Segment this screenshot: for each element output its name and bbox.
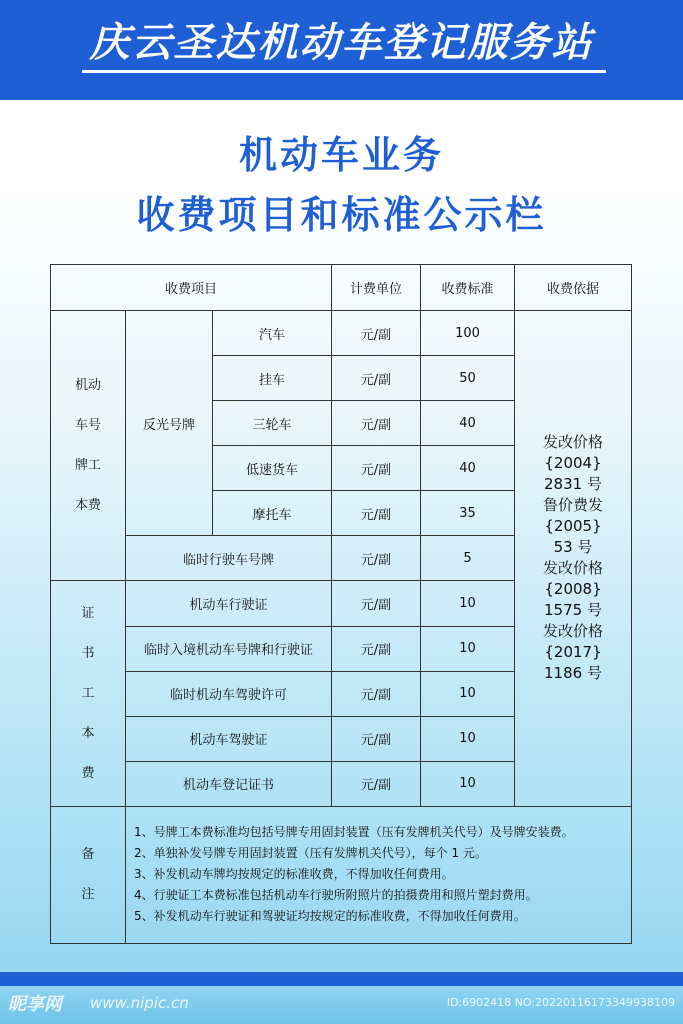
site-title: 庆云圣达机动车登记服务站	[89, 20, 594, 66]
footer-band	[0, 972, 683, 986]
item-cell: 三轮车	[213, 401, 332, 446]
title-underline	[82, 70, 606, 73]
unit-cell: 元/副	[332, 716, 421, 761]
fee-cell: 10	[421, 626, 515, 671]
table-header-row	[51, 265, 632, 311]
header-basis: 收费依据	[515, 265, 632, 311]
watermark-id: ID:6902418 NO:20220116173349938109	[446, 996, 675, 1009]
item-cell: 挂车	[213, 356, 332, 401]
item-cell: 摩托车	[213, 491, 332, 536]
unit-cell: 元/副	[332, 356, 421, 401]
item-cell: 临时行驶车号牌	[126, 536, 332, 581]
unit-cell: 元/副	[332, 446, 421, 491]
fee-cell: 35	[421, 491, 515, 536]
unit-cell: 元/副	[332, 401, 421, 446]
unit-cell: 元/副	[332, 581, 421, 626]
fee-cell: 10	[421, 581, 515, 626]
fee-cell: 50	[421, 356, 515, 401]
watermark-brand: 昵享网	[8, 994, 62, 1015]
unit-cell: 元/副	[332, 671, 421, 716]
unit-cell: 元/副	[332, 761, 421, 806]
fee-cell: 5	[421, 536, 515, 581]
notes-content	[126, 806, 632, 943]
note-line: 2、单独补发号牌专用固封装置（压有发牌机关代号），每个 1 元。	[134, 846, 487, 861]
unit-cell: 元/副	[332, 311, 421, 356]
item-cell: 机动车驾驶证	[126, 716, 332, 761]
item-cell: 机动车行驶证	[126, 581, 332, 626]
header-standard: 收费标准	[421, 265, 515, 311]
fee-cell: 40	[421, 401, 515, 446]
notes-row	[51, 806, 632, 943]
fee-cell: 40	[421, 446, 515, 491]
note-line: 3、补发机动车牌均按规定的标准收费，不得加收任何费用。	[134, 867, 454, 882]
unit-cell: 元/副	[332, 536, 421, 581]
group-certificate-fee-label: 证 书 工 本 费	[51, 581, 126, 806]
header-item: 收费项目	[51, 265, 332, 311]
item-cell: 临时入境机动车号牌和行驶证	[126, 626, 332, 671]
note-line: 1、号牌工本费标准均包括号牌专用固封装置（压有发牌机关代号）及号牌安装费。	[134, 825, 574, 840]
header-unit: 计费单位	[332, 265, 421, 311]
item-cell: 临时机动车驾驶许可	[126, 671, 332, 716]
fee-cell: 10	[421, 671, 515, 716]
fee-cell: 10	[421, 761, 515, 806]
item-cell: 汽车	[213, 311, 332, 356]
watermark-url: www.nipic.cn	[90, 994, 189, 1012]
item-cell: 低速货车	[213, 446, 332, 491]
subgroup-reflective-plate: 反光号牌	[126, 311, 213, 536]
note-line: 4、行驶证工本费标准包括机动车行驶所附照片的拍摄费用和照片塑封费用。	[134, 888, 538, 903]
fee-basis: 发改价格 {2004} 2831 号 鲁价费发 {2005} 53 号 发改价格 {2008} 1575 号 发改价格 {2017} 1186 号	[515, 311, 632, 807]
group-plate-fee-label: 机动 车号 牌工 本费	[51, 311, 126, 581]
fee-cell: 100	[421, 311, 515, 356]
fee-cell: 10	[421, 716, 515, 761]
fee-table	[50, 264, 632, 944]
notes-label: 备 注	[51, 806, 126, 943]
unit-cell: 元/副	[332, 491, 421, 536]
item-cell: 机动车登记证书	[126, 761, 332, 806]
main-title-line1: 机动车业务	[238, 133, 444, 177]
main-title-line2: 收费项目和标准公示栏	[136, 193, 547, 237]
unit-cell: 元/副	[332, 626, 421, 671]
note-line: 5、补发机动车行驶证和驾驶证均按规定的标准收费，不得加收任何费用。	[134, 909, 526, 924]
table-row	[51, 311, 632, 356]
